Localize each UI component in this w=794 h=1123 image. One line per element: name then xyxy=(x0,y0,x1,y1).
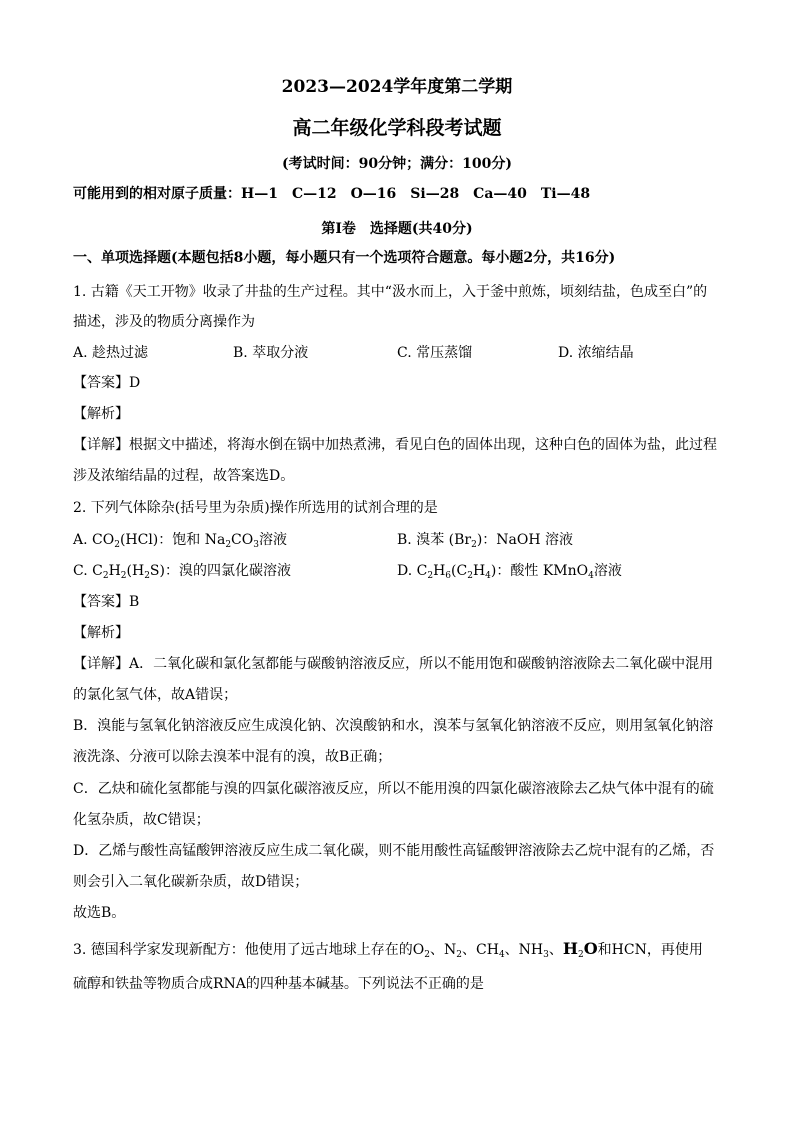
q2-detail-line: C．乙炔和硫化氢都能与溴的四氯化碳溶液反应，所以不能用溴的四氯化碳溶液除去乙炔气体中混有的硫 xyxy=(73,781,714,797)
q1-option-c: C. 常压蒸馏 xyxy=(397,345,473,361)
year-title: 2023—2024学年度第二学期 xyxy=(281,77,513,97)
q1-detail-line1: 【详解】根据文中描述，将海水倒在锅中加热煮沸，看见白色的固体出现，这种白色的固体为盐，此过程 xyxy=(73,437,717,453)
exam-title: 高二年级化学科段考试题 xyxy=(292,117,502,139)
q1-detail-line2: 涉及浓缩结晶的过程，故答案选D。 xyxy=(73,468,295,484)
q2-option-b: B. 溴苯 $(Br_2)$：NaOH 溶液 xyxy=(397,532,574,550)
exam-info: (考试时间：90分钟；满分：100分) xyxy=(282,156,512,172)
q1-analysis: 【解析】 xyxy=(73,406,129,422)
q2-analysis: 【解析】 xyxy=(73,625,129,641)
q3-stem-line1: 3. 德国科学家发现新配方：他使用了远古地球上存在的$O_2$、$N_2$、$CH_4$、$NH_3$、$H_2O$和HCN，再使用 xyxy=(73,939,703,960)
q2-option-c: C. $C_2H_2(H_2S)$：溴的四氯化碳溶液 xyxy=(73,563,291,581)
q1-option-a: A. 趁热过滤 xyxy=(73,345,149,361)
q2-detail-line: D．乙烯与酸性高锰酸钾溶液反应生成二氧化碳，则不能用酸性高锰酸钾溶液除去乙烷中混有的乙烯，否 xyxy=(73,843,715,859)
q2-answer: 【答案】B xyxy=(73,594,140,610)
q1-stem-line1: 1. 古籍《天工开物》收录了井盐的生产过程。其中“汲水而上，入于釜中煎炼，顷刻结盐，色成至白”的 xyxy=(73,284,708,300)
q2-detail-line: 化氢杂质，故C错误； xyxy=(73,812,210,828)
q2-detail-line: 的氯化氢气体，故A错误； xyxy=(73,687,238,703)
atomic-masses: 可能用到的相对原子质量：H—1 C—12 O—16 Si—28 Ca—40 Ti—48 xyxy=(73,186,591,202)
section-title: 第Ⅰ卷 选择题(共40分) xyxy=(321,221,473,237)
q2-option-a: A. $CO_2(HCl)$：饱和 $Na_2CO_3$溶液 xyxy=(73,532,287,550)
q3-stem-line2: 硫醇和铁盐等物质合成RNA的四种基本碱基。下列说法不正确的是 xyxy=(73,976,484,992)
q1-stem-line2: 描述，涉及的物质分离操作为 xyxy=(73,314,255,330)
q1-option-b: B. 萃取分液 xyxy=(233,345,309,361)
q2-option-d: D. $C_2H_6(C_2H_4)$：酸性 KMnO$_4$溶液 xyxy=(397,563,622,581)
q2-conclusion: 故选B。 xyxy=(73,905,126,921)
q1-answer: 【答案】D xyxy=(73,375,141,391)
q2-detail-line: 【详解】A．二氧化碳和氯化氢都能与碳酸钠溶液反应，所以不能用饱和碳酸钠溶液除去二氧化碳中混用 xyxy=(73,656,714,672)
q2-detail-line: 则会引入二氧化碳新杂质，故D错误； xyxy=(73,874,309,890)
q1-option-d: D. 浓缩结晶 xyxy=(558,345,634,361)
q2-stem: 2. 下列气体除杂(括号里为杂质)操作所选用的试剂合理的是 xyxy=(73,500,438,516)
q2-detail-line: B．溴能与氢氧化钠溶液反应生成溴化钠、次溴酸钠和水，溴苯与氢氧化钠溶液不反应，则用氢氧化钠溶 xyxy=(73,718,714,734)
q2-detail-line: 液洗涤、分液可以除去溴苯中混有的溴，故B正确； xyxy=(73,749,392,765)
part-title: 一、单项选择题(本题包括8小题，每小题只有一个选项符合题意。每小题2分，共16分) xyxy=(73,250,616,266)
